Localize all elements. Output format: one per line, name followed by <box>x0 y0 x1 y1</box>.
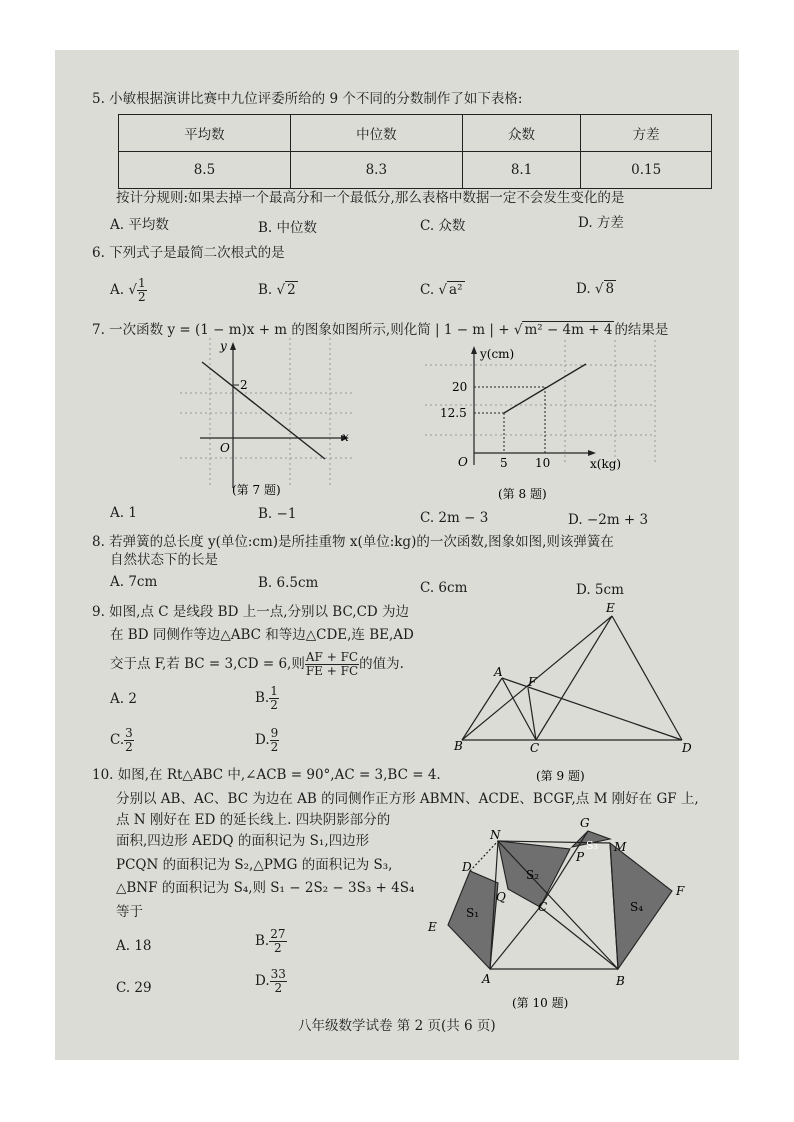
q9-c-den: 2 <box>125 740 133 754</box>
q10-line1: 10. 如图,在 Rt△ABC 中,∠ACB = 90°,AC = 3,BC = 4. <box>92 767 441 783</box>
fig8-grid <box>425 340 655 465</box>
fig10-label-s1: S₁ <box>466 906 480 920</box>
q9-c-num: 3 <box>125 726 133 740</box>
q6-option-d: D. √ 8 <box>576 281 615 297</box>
fig7-origin: O <box>220 441 230 455</box>
q7-option-d: D. −2m + 3 <box>568 512 649 528</box>
fig8-x-tick-10: 10 <box>535 456 551 470</box>
fig10-point-c: C <box>538 900 548 914</box>
q8-option-b: B. 6.5cm <box>258 575 319 591</box>
fig10-point-q: Q <box>496 890 506 904</box>
fig10-point-p: P <box>576 850 585 864</box>
q5-rule: 按计分规则:如果去掉一个最高分和一个最低分,那么表格中数据一定不会发生变化的是 <box>116 190 625 206</box>
fig9-point-c: C <box>530 741 540 755</box>
table-value-row <box>119 152 712 189</box>
fig7-y-arrow <box>230 342 236 350</box>
fig9-point-d: D <box>682 741 692 755</box>
q10-option-a: A. 18 <box>116 938 152 954</box>
fig7-graph <box>180 338 360 503</box>
header-variance: 方差 <box>581 115 712 152</box>
fig7-x-label: x <box>342 430 349 444</box>
q9-d-fraction <box>270 727 280 754</box>
fig9-point-f: F <box>528 675 537 689</box>
q5-option-b: B. 中位数 <box>258 220 318 236</box>
q9-option-b <box>255 683 279 713</box>
fig8-x-arrow <box>588 450 596 456</box>
q9-fraction <box>305 651 359 678</box>
value-mode: 8.1 <box>462 152 581 189</box>
fig10-label-s2: S₂ <box>526 868 540 882</box>
fig9-point-b: B <box>454 739 463 753</box>
fig7-caption: (第 7 题) <box>232 483 281 497</box>
fig7-y-label: y <box>220 339 227 353</box>
q5-option-c: C. 众数 <box>420 218 466 234</box>
fig10-figure <box>420 815 700 1015</box>
q6-option-b: B. √ 2 <box>258 282 296 298</box>
score-table <box>118 114 712 189</box>
q9-option-d <box>255 725 279 755</box>
fig10-point-b: B <box>616 974 625 988</box>
header-mean: 平均数 <box>119 115 291 152</box>
fig10-point-f: F <box>676 884 685 898</box>
q10-d-den: 2 <box>274 981 283 995</box>
q8-option-c: C. 6cm <box>420 580 468 596</box>
fig10-point-g: G <box>580 816 590 830</box>
q9-c-fraction <box>124 727 134 754</box>
q9-option-a: A. 2 <box>110 691 137 707</box>
q10-line5: PCQN 的面积记为 S₂,△PMG 的面积记为 S₃, <box>116 857 393 873</box>
q9-line2: 在 BD 同侧作等边△ABC 和等边△CDE,连 BE,AD <box>110 627 414 643</box>
page-footer: 八年级数学试卷 第 2 页(共 6 页) <box>298 1018 496 1034</box>
q9-line1: 9. 如图,点 C 是线段 BD 上一点,分别以 BC,CD 为边 <box>92 604 410 620</box>
fig10-label-s4: S₄ <box>630 900 644 914</box>
fig8-caption: (第 8 题) <box>498 487 547 501</box>
q10-option-c: C. 29 <box>116 980 152 996</box>
q10-line2: 分别以 AB、AC、BC 为边在 AB 的同侧作正方形 ABMN、ACDE、BCGF,点 M 刚好在 GF 上, <box>116 791 699 807</box>
fig8-x-tick-5: 5 <box>500 456 508 470</box>
fig8-function-line <box>504 364 586 413</box>
fig7-tick-label: 2 <box>240 378 248 392</box>
q6-a-num: 1 <box>137 276 146 290</box>
q8-line2: 自然状态下的长是 <box>110 552 218 568</box>
q8-line1: 8. 若弹簧的总长度 y(单位:cm)是所挂重物 x(单位:kg)的一次函数,图象如图,则该弹簧在 <box>92 534 614 550</box>
value-mean: 8.5 <box>119 152 291 189</box>
q7-stem: 7. 一次函数 y = (1 − m)x + m 的图象如图所示,则化简 | 1 − m | + √ m² − 4m + 4 的结果是 <box>92 322 669 338</box>
q10-d-num: 33 <box>270 967 286 981</box>
q5-option-a: A. 平均数 <box>110 217 169 233</box>
fig8-origin: O <box>458 455 468 469</box>
fig10-point-d: D <box>462 860 472 874</box>
q6-a-fraction <box>137 277 147 304</box>
q9-b-num: 1 <box>270 684 278 698</box>
q9-frac-num: AF + FC <box>305 650 359 664</box>
q9-line3a: 交于点 F,若 BC = 3,CD = 6,则 <box>110 656 305 672</box>
fig9-figure <box>450 600 700 790</box>
header-median: 中位数 <box>290 115 462 152</box>
q6-stem: 6. 下列式子是最简二次根式的是 <box>92 245 285 261</box>
q9-c-label: C. <box>110 732 125 748</box>
fig8-y-tick-12-5: 12.5 <box>440 406 467 420</box>
q10-b-num: 27 <box>270 927 286 941</box>
q9-b-label: B. <box>255 690 270 706</box>
fig10-caption: (第 10 题) <box>512 996 569 1010</box>
fig9-caption: (第 9 题) <box>536 769 585 783</box>
q10-b-label: B. <box>255 933 270 949</box>
q10-d-fraction <box>270 968 287 995</box>
fig10-point-n: N <box>490 828 501 842</box>
q6-option-a: A. √ $\frac{1}{2}$ <box>110 276 146 304</box>
q9-d-den: 2 <box>270 740 279 754</box>
q7-option-c: C. 2m − 3 <box>420 510 489 526</box>
fig8-y-arrow <box>471 346 477 354</box>
q10-line3: 点 N 刚好在 ED 的延长线上. 四块阴影部分的 <box>116 812 391 828</box>
q8-option-d: D. 5cm <box>576 582 624 598</box>
q5-stem: 5. 小敏根据演讲比赛中九位评委所给的 9 个不同的分数制作了如下表格: <box>92 91 523 107</box>
q6-d-radicand: 8 <box>605 281 615 297</box>
q6-c-label: C. <box>420 282 435 298</box>
q10-line6: △BNF 的面积记为 S₄,则 S₁ − 2S₂ − 3S₃ + 4S₄ <box>116 880 415 896</box>
fig8-graph <box>420 340 660 508</box>
fig10-point-e: E <box>428 920 437 934</box>
fig9-point-e: E <box>606 601 615 615</box>
q10-b-fraction <box>269 928 286 955</box>
q9-d-num: 9 <box>270 726 279 740</box>
q10-b-den: 2 <box>274 941 282 955</box>
q6-d-label: D. <box>576 281 591 297</box>
q5-option-d: D. 方差 <box>578 215 624 231</box>
q9-line3b: 的值为. <box>359 656 404 672</box>
q6-b-radicand: 2 <box>287 282 296 298</box>
q6-c-radicand: a² <box>449 282 463 298</box>
q10-d-label: D. <box>255 973 270 989</box>
q7-stem-a: 7. 一次函数 y = (1 − m)x + m 的图象如图所示,则化简 | 1 − m | + <box>92 322 514 338</box>
q7-radicand: m² − 4m + 4 <box>524 322 613 338</box>
q6-a-label: A. <box>110 282 125 298</box>
q10-line7: 等于 <box>116 904 143 920</box>
value-variance: 0.15 <box>581 152 712 189</box>
fig10-point-a: A <box>482 972 491 986</box>
q6-b-label: B. <box>258 282 273 298</box>
q9-frac-den: FE + FC <box>305 664 359 678</box>
q7-option-b: B. −1 <box>258 506 297 522</box>
q10-option-b <box>255 926 287 956</box>
table-header-row <box>119 115 712 152</box>
q7-option-a: A. 1 <box>110 505 137 521</box>
q9-option-c <box>110 725 134 755</box>
q10-line4: 面积,四边形 AEDQ 的面积记为 S₁,四边形 <box>116 833 370 849</box>
q6-a-den: 2 <box>137 290 146 304</box>
q10-option-d <box>255 966 287 996</box>
q9-b-fraction <box>269 685 279 712</box>
q9-d-label: D. <box>255 732 270 748</box>
fig9-point-a: A <box>494 665 503 679</box>
q8-option-a: A. 7cm <box>110 574 158 590</box>
fig10-label-s3: S₃ <box>586 839 598 852</box>
fig8-y-tick-20: 20 <box>452 380 468 394</box>
header-mode: 众数 <box>462 115 581 152</box>
q7-stem-b: 的结果是 <box>614 322 669 338</box>
q9-b-den: 2 <box>270 698 278 712</box>
fig8-y-label: y(cm) <box>480 347 515 361</box>
q9-line3 <box>110 648 404 680</box>
fig10-point-m: M <box>614 840 627 854</box>
q6-option-c: C. √ a² <box>420 282 463 298</box>
value-median: 8.3 <box>290 152 462 189</box>
fig8-x-label: x(kg) <box>590 457 622 471</box>
